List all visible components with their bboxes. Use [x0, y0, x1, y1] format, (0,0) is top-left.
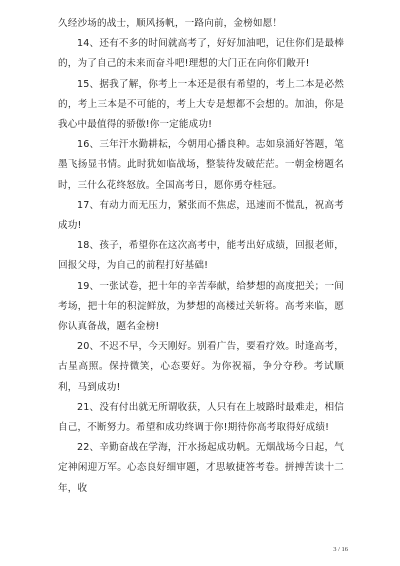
- page-number: 3 / 16: [333, 546, 348, 553]
- paragraph-18: 18、孩子，希望你在这次高考中，能考出好成绩，回报老师，回报父母，为自己的前程打好基础!: [58, 240, 344, 272]
- paragraph-20: 20、不迟不早，今天刚好。别看广告，要看疗效。时逢高考，古星高照。保持微笑，心态要好。为你祝福，争分夺秒。考试顺利，马到成功!: [58, 341, 344, 393]
- paragraph-continuation: 久经沙场的战士，顺风扬帆，一路向前，金榜如愿！: [58, 18, 283, 29]
- paragraph-22: 22、辛勤奋战在学海，汗水扬起成功帆。无烟战场今日起，气定神闲迎万军。心态良好细审题，才思敏捷答考卷。拼搏苦读十二年，收: [58, 442, 344, 494]
- paragraph-19: 19、一张试卷，把十年的辛苦奉献，给梦想的高度把关；一间考场，把十年的积淀鲜放，为梦想的高楼过关斩将。高考来临，愿你认真备战，题名金榜!: [58, 280, 344, 333]
- paragraph-15: 15、据我了解，你考上一本还是很有希望的，考上二本是必然的，考上三本是不可能的，考上大专是想都不会想的。加油，你是我心中最值得的骄傲!你一定能成功!: [58, 78, 344, 131]
- paragraph-14: 14、还有不多的时间就高考了，好好加油吧，记住你们是最棒的，为了自己的未来而奋斗吧!理想的大门正在向你们敞开!: [58, 38, 344, 70]
- paragraph-17: 17、有动力而无压力，紧张而不焦虑，迅速而不慌乱，祝高考成功!: [58, 199, 344, 232]
- paragraph-16: 16、三年汗水勤耕耘，今朝用心播良种。志如泉涌好答题，笔墨飞扬显书情。此时犹如临战场，整装待发破茫茫。一朝金榜题名时，三什么花终怒放。全国高考日，愿你勇夺桂冠。: [58, 139, 344, 191]
- paragraph-21: 21、没有付出就无所谓收获，人只有在上坡路时最难走，相信自己，不断努力。希望和成功终调于你!期待你高考取得好成绩!: [58, 401, 344, 434]
